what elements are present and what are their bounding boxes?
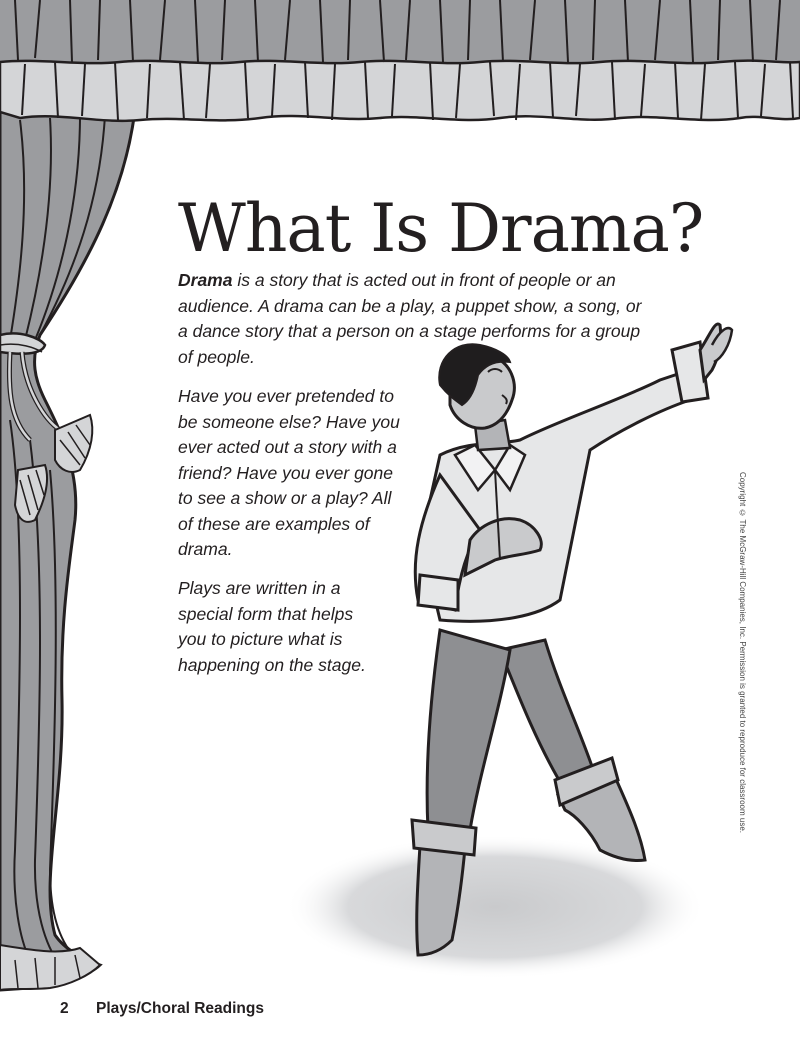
left-curtain-drape (0, 110, 135, 990)
top-curtain-valance (0, 0, 800, 121)
tassel-icon (55, 415, 92, 472)
body-paragraph-plays: Plays are written in a special form that helps you to picture what is happening on the stage. (178, 578, 366, 675)
page-title: What Is Drama? (178, 190, 704, 267)
copyright-notice: Copyright © The McGraw-Hill Companies, Inc. Permission is granted to reproduce for classroom use. (738, 472, 747, 833)
intro-paragraph (178, 268, 648, 370)
intro-text: is a story that is acted out in front of people or an audience. A drama can be a play, a puppet show, a song, or a dance story that a person on a stage performs for a group of people. (178, 270, 642, 367)
section-title: Plays/Choral Readings (96, 1000, 264, 1017)
drama-term: Drama (178, 270, 233, 290)
page-number: 2 (60, 1000, 69, 1017)
page-footer (60, 1000, 264, 1018)
body-paragraph-pretend: Have you ever pretended to be someone else? Have you ever acted out a story with a friend? Have you ever gone to see a show or a play? All of these are examples of drama. (178, 386, 400, 559)
